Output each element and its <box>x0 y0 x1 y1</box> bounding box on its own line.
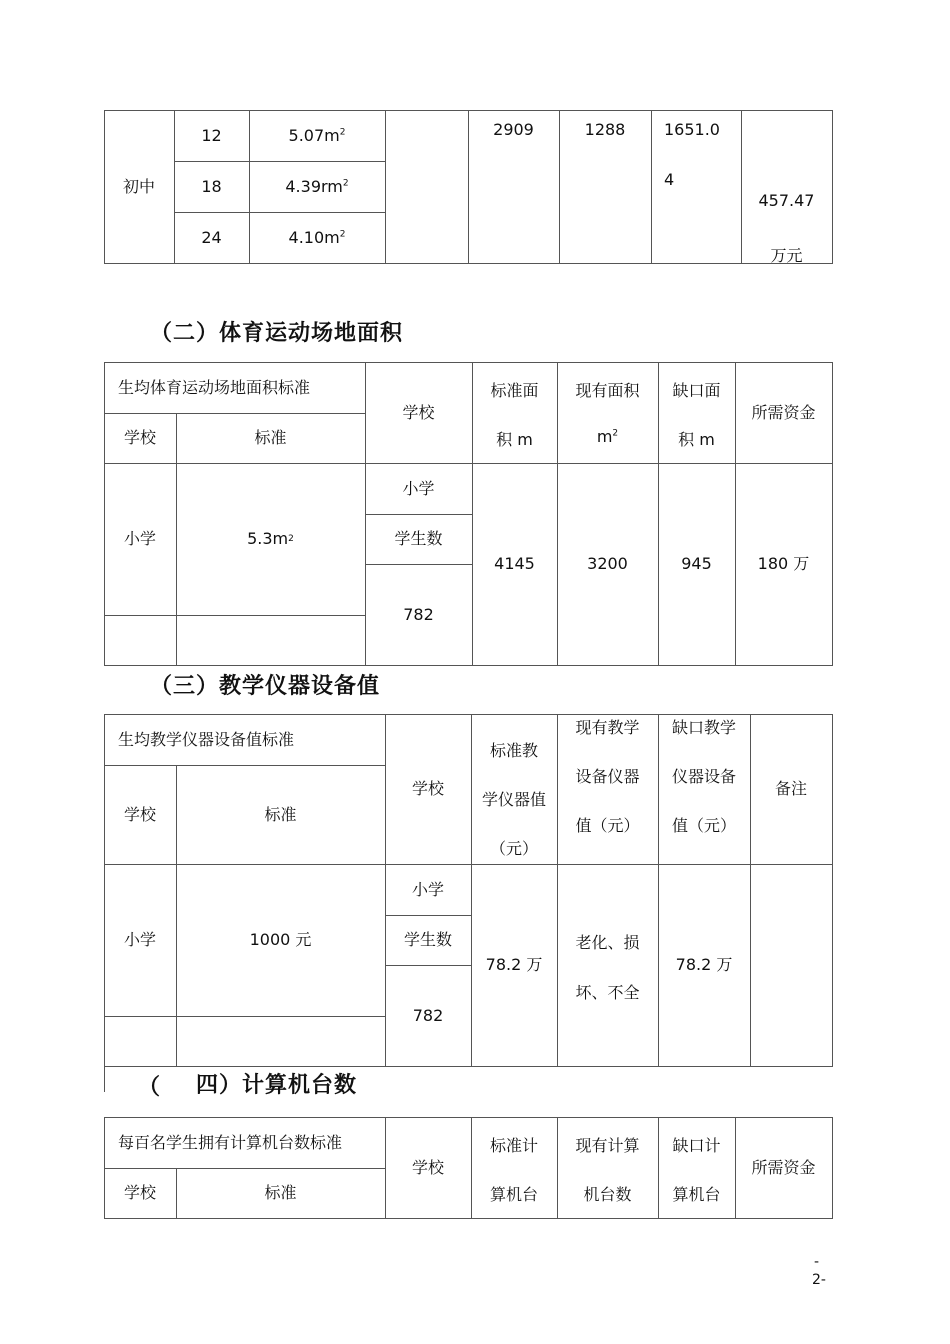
gap-value-line2: 4 <box>664 170 675 189</box>
col-gap-l2: 仪器设备 <box>671 767 736 786</box>
existing-note-l2: 坏、不全 <box>575 983 640 1002</box>
gap-value: 78.2 万 <box>675 955 733 974</box>
col-fund: 所需资金 <box>751 1157 816 1177</box>
standard-value: $4.39rm^2$ <box>285 176 349 196</box>
header-group: 生均体育运动场地面积标准 <box>118 377 311 397</box>
row-school: 小学 <box>123 529 156 548</box>
col-exist-l3: 值（元） <box>575 816 640 835</box>
section-heading: 四）计算机台数 <box>196 1073 358 1098</box>
row-standard: 5.3m 2 <box>247 529 294 548</box>
col-std-l1: 标准计 <box>489 1136 538 1155</box>
col-std-l2: 学仪器值 <box>481 790 546 809</box>
section-heading: （三）教学仪器设备值 <box>150 674 381 699</box>
col-exist-l2: 设备仪器 <box>575 767 640 786</box>
col-school2: 学校 <box>402 402 435 422</box>
sub-school: 小学 <box>411 879 444 899</box>
sub-school: 小学 <box>402 478 435 498</box>
fund-value-line2: 万元 <box>770 246 803 265</box>
col-gap-l1: 缺口教学 <box>671 718 736 737</box>
col-fund: 所需资金 <box>751 402 816 422</box>
col-gap-l2: 算机台 <box>672 1185 721 1204</box>
standard-value: $5.07m^2$ <box>288 125 346 145</box>
col-school2: 学校 <box>411 1157 444 1177</box>
col-standard-area-l1: 标准面 <box>490 381 539 400</box>
fund-value-line1: 457.47 <box>758 191 815 210</box>
standard-cell <box>249 212 385 263</box>
page-number: 2- <box>812 1272 826 1288</box>
header-group: 每百名学生拥有计算机台数标准 <box>118 1132 343 1152</box>
class-size-value: 24 <box>201 227 222 247</box>
existing-note-l1: 老化、损 <box>575 933 640 952</box>
col-standard-area-l2: 积 m <box>496 430 533 449</box>
class-size-cell <box>174 110 249 161</box>
page-number-dash: - <box>814 1254 820 1270</box>
col-existing-l1: 现有面积 <box>575 381 640 400</box>
col-school2: 学校 <box>411 779 444 798</box>
col-gap-l2: 积 m <box>678 430 715 449</box>
school-cell <box>104 110 174 264</box>
section-heading-paren: （ <box>138 1075 162 1100</box>
class-size-cell <box>174 161 249 212</box>
col-std-l3: （元） <box>489 839 538 858</box>
standard-area-value: 4145 <box>494 554 535 573</box>
standard-value: $4.10m^2$ <box>288 227 346 247</box>
section-heading: （二）体育运动场地面积 <box>150 321 404 346</box>
gap-value-line1: 1651.0 <box>664 120 720 139</box>
col-std-l1: 标准教 <box>489 741 538 760</box>
standard-cell <box>249 110 385 161</box>
class-size-cell <box>174 212 249 263</box>
row-standard: 1000 元 <box>249 930 312 949</box>
col-school: 学校 <box>123 428 156 447</box>
class-size-value: 18 <box>201 176 222 196</box>
existing-value: 1288 <box>584 120 626 139</box>
header-group: 生均教学仪器设备值标准 <box>118 729 295 749</box>
col-existing-l2: $m^2$ <box>596 427 619 446</box>
school-label: 初中 <box>122 177 155 196</box>
col-gap-l3: 值（元） <box>671 816 736 835</box>
col-standard: 标准 <box>264 804 297 824</box>
standard-value: 78.2 万 <box>485 955 543 974</box>
sub-students-value: 782 <box>412 1005 444 1025</box>
fund-value: 180 万 <box>757 554 810 573</box>
col-std-l2: 算机台 <box>489 1185 538 1204</box>
col-standard: 标准 <box>254 428 287 447</box>
col-exist-l1: 现有计算 <box>575 1136 640 1155</box>
standard-total-value: 2909 <box>493 120 534 139</box>
existing-area-value: 3200 <box>587 554 628 573</box>
col-gap-l1: 缺口面 <box>672 381 721 400</box>
col-exist-l2: 机台数 <box>583 1185 632 1204</box>
row-school: 小学 <box>123 930 156 949</box>
class-size-value: 12 <box>201 125 222 145</box>
sub-students-value: 782 <box>403 604 434 624</box>
standard-cell <box>249 161 385 212</box>
col-standard: 标准 <box>264 1183 297 1202</box>
col-note: 备注 <box>774 779 807 798</box>
sub-students-label: 学生数 <box>403 930 452 949</box>
gap-area-value: 945 <box>681 554 712 573</box>
col-school: 学校 <box>123 804 156 824</box>
col-school: 学校 <box>123 1183 156 1202</box>
col-exist-l1: 现有教学 <box>575 718 640 737</box>
sub-students-label: 学生数 <box>394 529 443 548</box>
col-gap-l1: 缺口计 <box>672 1136 721 1155</box>
